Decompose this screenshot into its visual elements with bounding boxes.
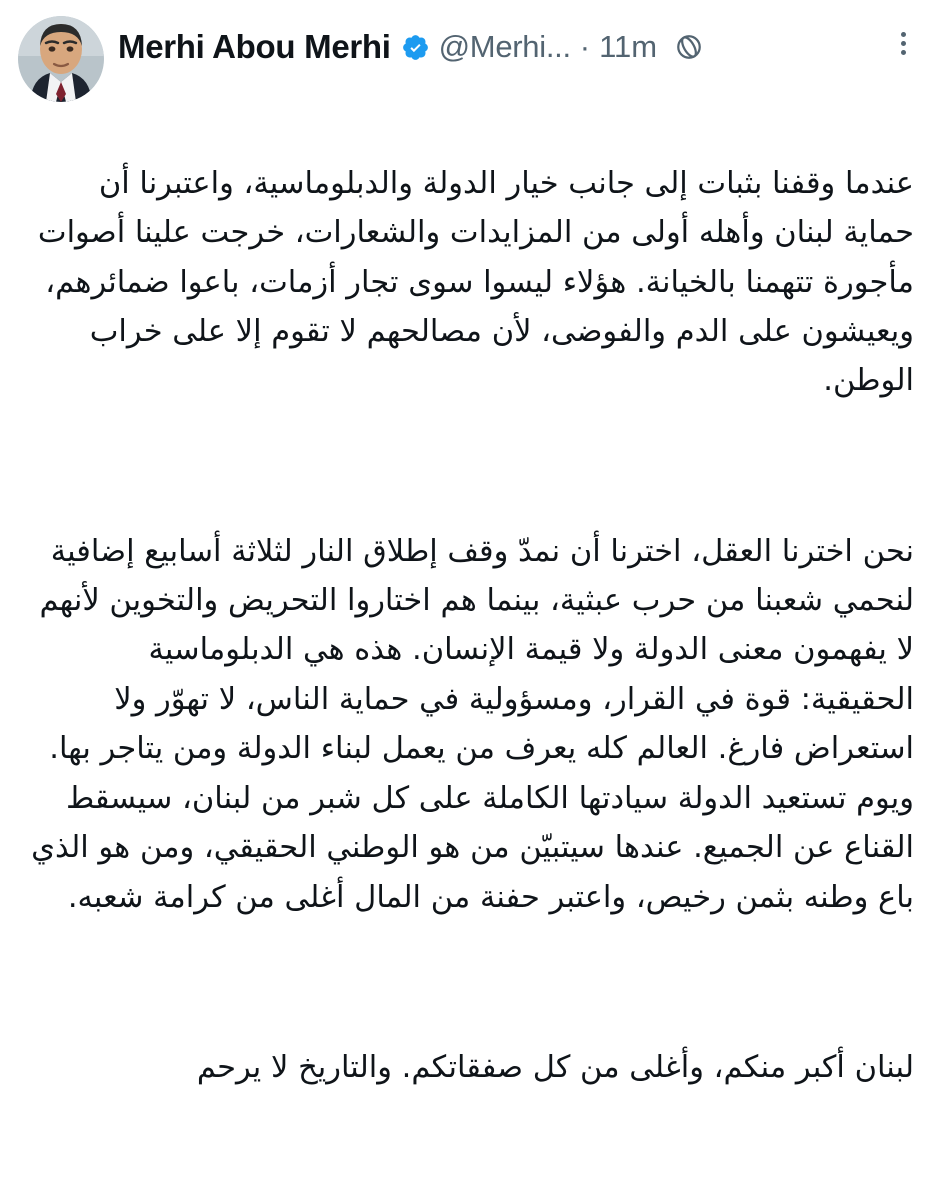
display-name[interactable]: Merhi Abou Merhi	[118, 28, 391, 65]
globe-icon[interactable]	[675, 33, 703, 61]
avatar[interactable]	[18, 16, 104, 102]
tweet-paragraph: عندما وقفنا بثبات إلى جانب خيار الدولة والدبلوماسية، واعتبرنا أن حماية لبنان وأهله أولى من المزايدات والشعارات، خرجت علينا أصوات مأجورة تتهمنا بالخيانة. هؤلاء ليسوا سوى تجار أزمات، باعوا ضمائرهم، ويعيشون على الدم والفوضى، لأن مصالحهم لا تقوم إلا على خراب الوطن.	[28, 165, 914, 399]
tweet-text	[21, 60, 914, 1191]
verified-badge-icon	[401, 33, 430, 62]
more-dot	[901, 41, 906, 46]
author-meta-row	[118, 16, 922, 66]
meta-separator: ·	[579, 29, 591, 64]
timestamp[interactable]: 11m	[599, 29, 658, 64]
more-dot	[901, 32, 906, 37]
tweet-paragraph: نحن اخترنا العقل، اخترنا أن نمدّ وقف إطلاق النار لثلاثة أسابيع إضافية لنحمي شعبنا من حرب عبثية، بينما هم اختاروا التحريض والتخوين لأنهم لا يفهمون معنى الدولة ولا قيمة الإنسان. هذه هي الدبلوماسية الحقيقية: قوة في القرار، ومسؤولية في حماية الناس، لا تهوّر ولا استعراض فارغ. العالم كله يعرف من يعمل لبناء الدولة ومن يتاجر بها. ويوم تستعيد الدولة سيادتها الكاملة على كل شبر من لبنان، سيسقط القناع عن الجميع. عندها سيتبيّن من هو الوطني الحقيقي، ومن هو الذي باع وطنه بثمن رخيص، واعتبر حفنة من المال أغلى من كرامة شعبه.	[21, 533, 914, 915]
tweet-body	[18, 60, 922, 1191]
user-handle[interactable]: @Merhi...	[438, 29, 571, 64]
more-dot	[901, 50, 906, 55]
tweet-paragraph: لبنان أكبر منكم، وأغلى من كل صفقاتكم. والتاريخ لا يرحم	[196, 1049, 914, 1085]
more-options-icon[interactable]	[888, 28, 918, 58]
